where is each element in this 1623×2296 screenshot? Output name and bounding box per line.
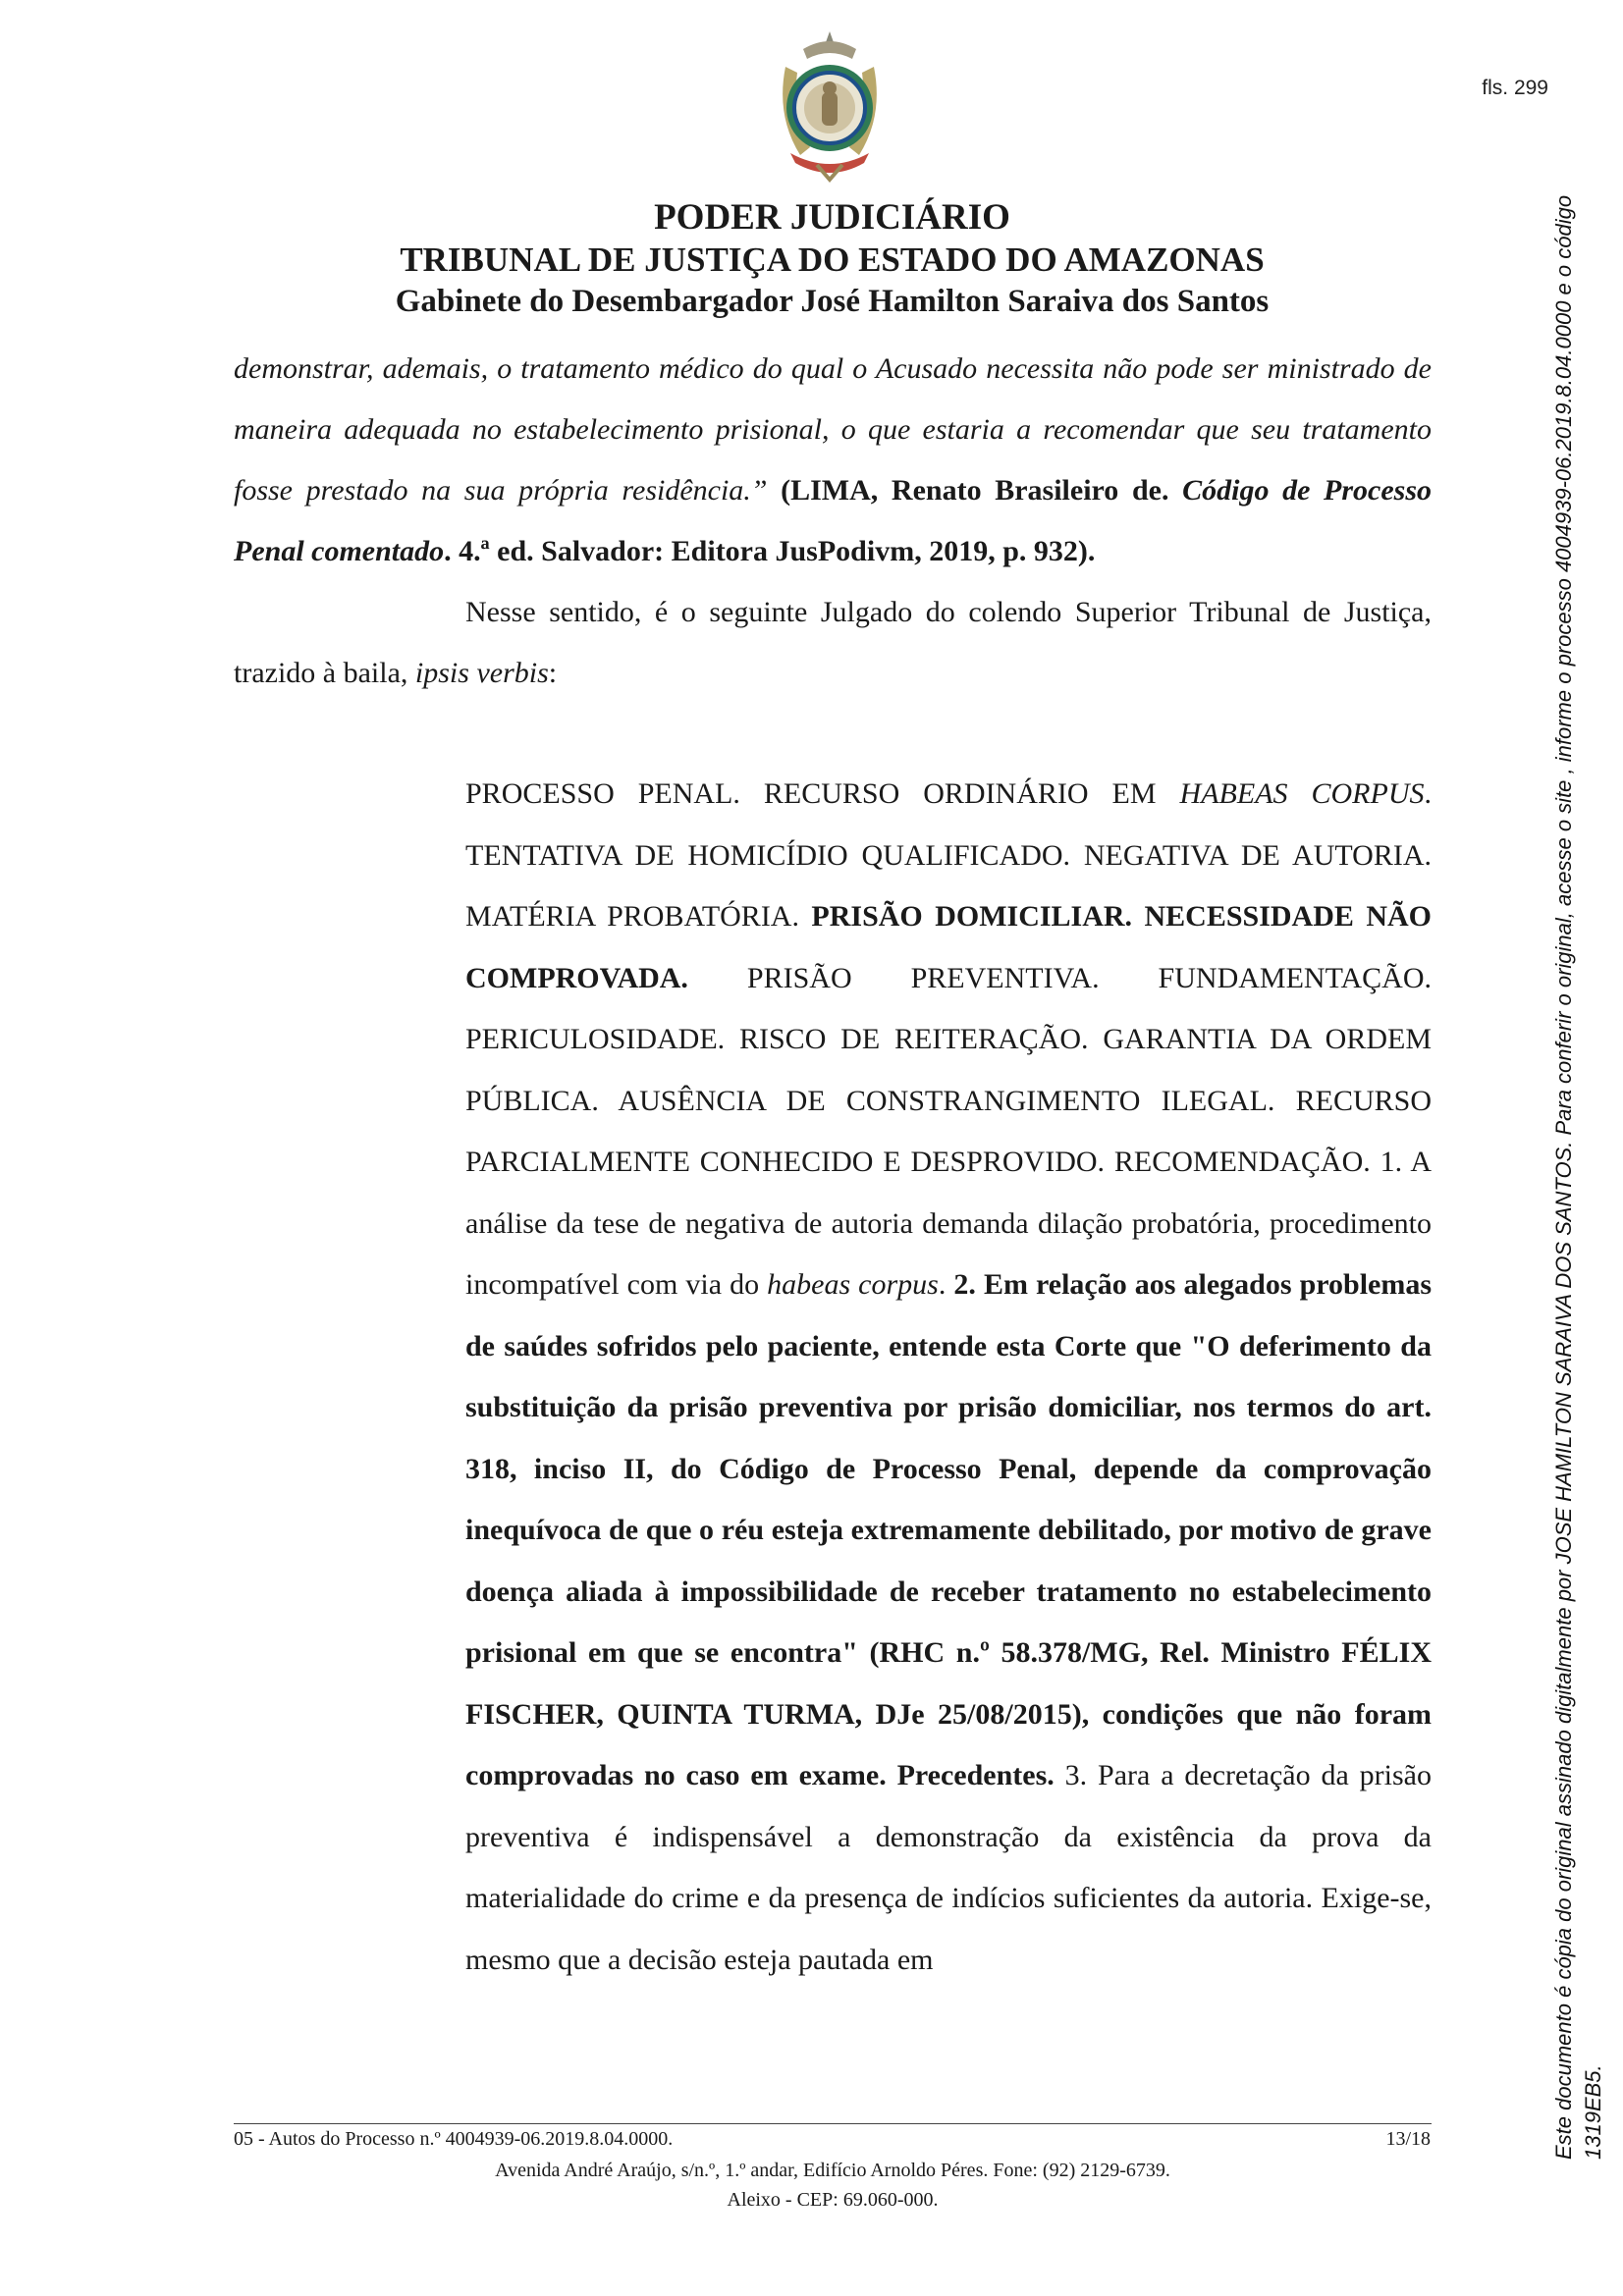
quote-bold-1: PRISÃO DOMICILIAR. NECESSIDADE NÃO COMPROVADA. (465, 900, 1432, 994)
quote-part-2: . TENTATIVA DE HOMICÍDIO QUALIFICADO. NEGATIVA DE AUTORIA. MATÉRIA PROBATÓRIA. (465, 777, 1432, 933)
main-text (234, 339, 1432, 704)
italic-quote: demonstrar, ademais, o tratamento médico do qual o Acusado necessita não pode ser ministrado de maneira adequada no estabelecimento prisional, o que estaria a recomendar que seu tratamento fosse prestado na sua própria residência.” (234, 352, 1432, 507)
footer-address-line-2: Aleixo - CEP: 69.060-000. (727, 2189, 939, 2211)
court-seal-icon (756, 27, 903, 185)
intro-end: : (548, 657, 558, 689)
footer-process-number: 05 - Autos do Processo n.º 4004939-06.2019.8.04.0000. (234, 2128, 674, 2150)
paragraph-intro (234, 582, 1432, 704)
footer-address (234, 2156, 1432, 2215)
quote-part-4: . (938, 1268, 954, 1301)
quote-part-5: 3. Para a decretação da prisão preventiva é indispensável a demonstração da existência da prova da materialidade do crime e da presença de indícios suficientes da autoria. Exige-se, mesmo que a decisão esteja pautada em (465, 1759, 1432, 1976)
header-line-2: TRIBUNAL DE JUSTIÇA DO ESTADO DO AMAZONAS (400, 240, 1265, 279)
quote-bold-2: 2. Em relação aos alegados problemas de saúdes sofridos pelo paciente, entende esta Corte que "O deferimento da substituição da prisão preventiva por prisão domiciliar, nos termos do art. 318, inciso II, do Código de Processo Penal, depende da comprovação inequívoca de que o réu esteja extremamente debilitado, por motivo de grave doença aliada à impossibilidade de receber tratamento no estabelecimento prisional em que se encontra" (RHC n.º 58.378/MG, Rel. Ministro FÉLIX FISCHER, QUINTA TURMA, DJe 25/08/2015), condições que não foram comprovadas no caso em exame. Precedentes. (465, 1268, 1433, 1791)
citation-end: . 4.ª ed. Salvador: Editora JusPodivm, 2019, p. 932). (444, 535, 1096, 567)
quote-part-3: PRISÃO PREVENTIVA. FUNDAMENTAÇÃO. PERICULOSIDADE. RISCO DE REITERAÇÃO. GARANTIA DA ORDEM PÚBLICA. AUSÊNCIA DE CONSTRANGIMENTO ILEGAL. RECURSO PARCIALMENTE CONHECIDO E DESPROVIDO. RECOMENDAÇÃO. 1. A análise da tese de negativa de autoria demanda dilação probatória, procedimento incompatível com via do (465, 961, 1432, 1301)
block-quote (465, 764, 1432, 1991)
quote-part-1: PROCESSO PENAL. RECURSO ORDINÁRIO EM (465, 777, 1180, 810)
paragraph-citation (234, 339, 1432, 582)
intro-italic: ipsis verbis (414, 657, 549, 689)
footer-page-count: 13/18 (1385, 2128, 1431, 2150)
citation-title: Código de Processo Penal comentado (234, 474, 1433, 567)
side-note-line-1: Este documento é cópia do original assinado digitalmente por JOSE HAMILTON SARAIVA DOS SANTOS. Para conferir o original, acesse o site , informe o processo 4004939-06.2019.8.04.0000 e o código (1551, 194, 1576, 2160)
footer-divider (234, 2123, 1432, 2124)
side-note-line-2: 1319EB5. (1581, 2064, 1605, 2160)
jurisprudence-quote (465, 764, 1432, 1991)
footer-address-line-1: Avenida André Araújo, s/n.º, 1.º andar, Edifício Arnoldo Péres. Fone: (92) 2129-6739. (495, 2160, 1170, 2181)
page-number-label: fls. 299 (1482, 77, 1548, 99)
header-line-3: Gabinete do Desembargador José Hamilton Saraiva dos Santos (395, 284, 1270, 319)
citation-start: (LIMA, Renato Brasileiro de. (767, 474, 1183, 507)
digital-signature-note (1549, 147, 1608, 2160)
intro-text: Nesse sentido, é o seguinte Julgado do colendo Superior Tribunal de Justiça, trazido à baila, (234, 596, 1432, 689)
quote-italic-1: HABEAS CORPUS (1179, 777, 1425, 810)
court-header (236, 196, 1429, 322)
quote-italic-2: habeas corpus (767, 1268, 939, 1301)
header-line-1: PODER JUDICIÁRIO (654, 197, 1010, 238)
